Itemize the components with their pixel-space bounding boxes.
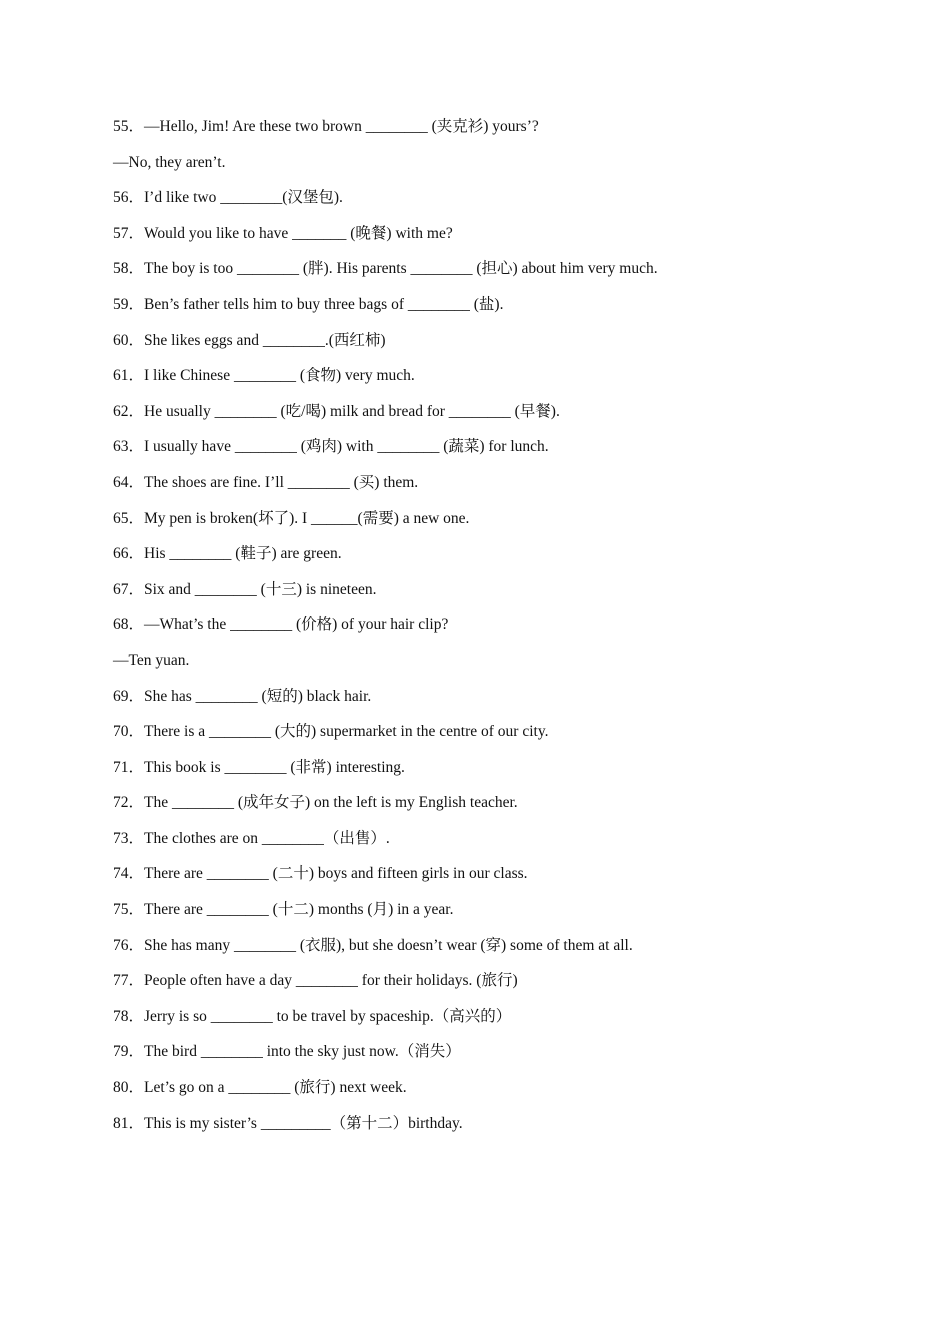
- exercise-line: 58．The boy is too ________ (胖). His parents ________ (担心) about him very much.: [113, 260, 658, 278]
- exercise-line: 56．I’d like two ________(汉堡包).: [113, 189, 343, 207]
- exercise-line: 76．She has many ________ (衣服), but she doesn’t wear (穿) some of them at all.: [113, 936, 633, 954]
- exercise-line: 66．His ________ (鞋子) are green.: [113, 545, 342, 563]
- exercise-line: —Ten yuan.: [113, 651, 190, 669]
- exercise-line: —No, they aren’t.: [113, 153, 226, 171]
- exercise-line: 73．The clothes are on ________（出售）.: [113, 829, 390, 847]
- exercise-line: 77．People often have a day ________ for their holidays. (旅行): [113, 972, 518, 990]
- exercise-line: 72．The ________ (成年女子) on the left is my English teacher.: [113, 794, 518, 812]
- exercise-line: 71．This book is ________ (非常) interesting.: [113, 758, 405, 776]
- exercise-line: 80．Let’s go on a ________ (旅行) next week.: [113, 1079, 407, 1097]
- exercise-line: 61．I like Chinese ________ (食物) very much.: [113, 367, 415, 385]
- exercise-line: 74．There are ________ (二十) boys and fifteen girls in our class.: [113, 865, 528, 883]
- exercise-line: 55．—Hello, Jim! Are these two brown ________ (夹克衫) yours’?: [113, 118, 539, 135]
- exercise-line: 63．I usually have ________ (鸡肉) with ________ (蔬菜) for lunch.: [113, 438, 549, 456]
- exercise-line: 60．She likes eggs and ________.(西红柿): [113, 331, 386, 349]
- exercise-line: 78．Jerry is so ________ to be travel by spaceship.（高兴的）: [113, 1007, 512, 1025]
- exercise-line: 57．Would you like to have _______ (晚餐) with me?: [113, 224, 453, 242]
- exercise-line: 75．There are ________ (十二) months (月) in a year.: [113, 901, 454, 919]
- exercise-line: 59．Ben’s father tells him to buy three bags of ________ (盐).: [113, 295, 504, 313]
- exercise-line: 81．This is my sister’s _________（第十二）birthday.: [113, 1114, 463, 1132]
- exercise-line: 79．The bird ________ into the sky just now.（消失）: [113, 1043, 461, 1061]
- exercise-line: 67．Six and ________ (十三) is nineteen.: [113, 580, 377, 598]
- exercise-line: 65．My pen is broken(坏了). I ______(需要) a new one.: [113, 509, 470, 527]
- exercise-line: 62．He usually ________ (吃/喝) milk and bread for ________ (早餐).: [113, 402, 560, 420]
- exercise-line: 70．There is a ________ (大的) supermarket in the centre of our city.: [113, 723, 549, 741]
- exercise-line: 68．—What’s the ________ (价格) of your hair clip?: [113, 616, 449, 634]
- exercise-list: [113, 114, 893, 1146]
- exercise-line: 64．The shoes are fine. I’ll ________ (买) them.: [113, 473, 419, 491]
- exercise-line: 69．She has ________ (短的) black hair.: [113, 687, 372, 705]
